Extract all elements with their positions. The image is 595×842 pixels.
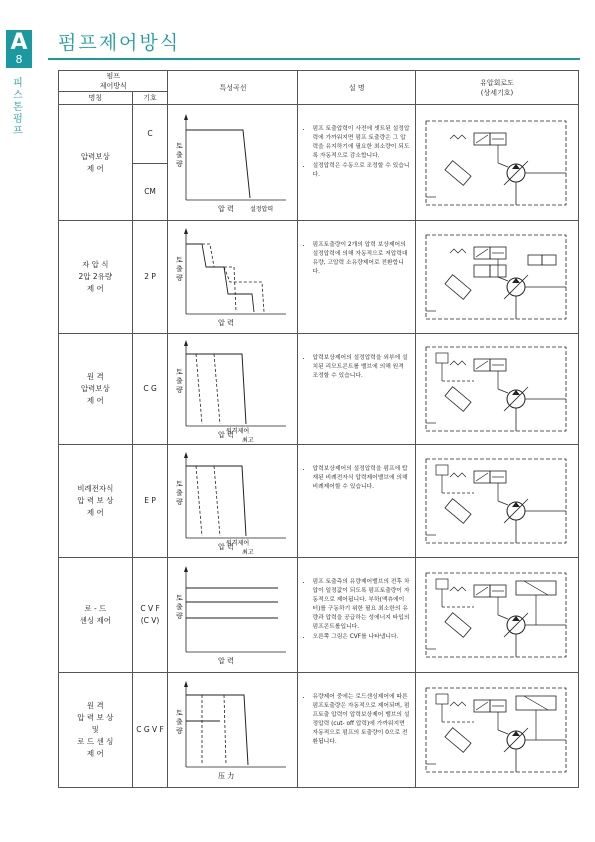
characteristic-curve [168,446,296,556]
control-name-text: 비례전자식 압 력 보 상 제 어 [77,484,114,517]
y-axis-label: 출 [176,718,184,726]
y-axis-label: 토 [176,141,184,150]
hydraulic-circuit [416,567,576,663]
y-axis-label: 출 [176,265,184,273]
cylinder-symbol [445,613,471,638]
valve-symbol [474,265,490,277]
y-axis-label: 량 [176,274,184,282]
y-axis-label: 출 [176,603,184,611]
circuit-cell [415,558,578,673]
description-item: • 펌프 토출압력이 사전에 셋트된 설정압력에 가까워지면 펌프 토출량은 그 압력을 유지하기에 필요한 최소량이 되도록 자동적으로 감소합니다. [312,125,411,161]
control-name-text: 원 격 압력보상 제 어 [80,372,110,405]
cylinder-symbol [445,160,471,185]
control-symbol [132,221,168,334]
hydraulic-circuit [416,453,576,549]
page-title: 펌프제어방식 [58,32,181,54]
hydraulic-circuit [416,115,576,211]
description-item: • 압력보상제어의 설정압력을 펌프에 탑재된 비례전자식 압력제어밸브에 의해 비례제어할 수 있습니다. [312,465,411,492]
control-name-text: 원 격 압 력 보 상 및 로 드 센 싱 제 어 [77,701,114,758]
description-item: • 오른쪽 그림은 CVF를 나타냅니다. [312,633,411,642]
control-symbol [132,673,168,788]
header-circuit: 유압회로도 (상세기호) [415,71,578,105]
characteristic-cell [168,334,298,445]
description-cell [298,673,416,788]
cylinder-symbol [445,499,471,524]
control-name [59,558,133,673]
description-cell [298,334,416,445]
control-symbol-text: C G [143,384,157,393]
x-axis-label: 압 력 [218,543,235,551]
curve-label: 최고 [242,437,255,444]
description-item: • 설정압력은 수동으로 조정할 수 있습니다. [312,162,411,180]
control-symbol-text: C V F (C V) [140,604,160,625]
control-name [59,334,133,445]
control-name-text: 압력보상 제 어 [80,151,110,173]
cylinder-symbol [445,387,471,412]
description-cell [298,221,416,334]
table-row [59,221,579,334]
characteristic-curve [168,334,296,444]
circuit-cell [415,673,578,788]
description-cell [298,558,416,673]
control-name-text: 자 압 식 2압 2유량 제 어 [78,260,113,293]
y-axis-label: 량 [176,498,184,506]
description-cell [298,105,416,221]
table-row [59,105,579,164]
y-axis-label: 토 [176,480,184,488]
control-name [59,221,133,334]
characteristic-curve [168,560,296,670]
control-symbol [132,105,168,164]
circuit-frame [426,121,566,205]
hydraulic-circuit [416,341,576,437]
circuit-cell [415,445,578,558]
y-axis-label: 출 [176,150,184,159]
y-axis-label: 량 [176,727,184,735]
y-axis-label: 토 [176,256,184,264]
section-letter: A [10,30,28,55]
cylinder-symbol [445,728,471,753]
y-axis-label: 토 [176,709,184,717]
header-characteristic: 특성곡선 [168,71,298,105]
characteristic-cell [168,105,298,221]
control-symbol [132,558,168,673]
control-symbol [132,445,168,558]
remote-valve-symbol [436,579,448,589]
description-cell [298,445,416,558]
characteristic-cell [168,673,298,788]
table-row [59,445,579,558]
description-item: • 압력보상제어의 설정압력을 외부에 설치된 리모트콘트롤 밸브에 의해 원격 조정할 수 있습니다. [312,354,411,381]
table-row [59,334,579,445]
description-item: • 펌프 토출측의 유량제어밸브의 전후 차압이 일정값이 되도록 펌프토출량이 자동적으로 제어됩니다. 부하(액츄에이터)를 구동하기 위한 필요 최소한의 유량과 압력을 공급하는 성에너지 타입의 펌프콘트롤입니다. [312,578,411,632]
characteristic-curve [168,222,296,332]
header-symbol: 기호 [132,92,168,105]
characteristic-curve [168,108,296,218]
y-axis-label: 출 [176,489,184,497]
table-row [59,558,579,673]
hydraulic-circuit [416,229,576,325]
circuit-cell [415,334,578,445]
characteristic-cell [168,445,298,558]
description-item: • 펌프토출량이 2개의 압력 보상제어의 설정압력에 의해 자동적으로 저압력대유량, 고압력 소유량제어로 전환합니다. [312,241,411,277]
y-axis-label: 량 [176,159,184,168]
curve-label: 최고 [242,549,255,556]
table-row [59,673,579,788]
cylinder-symbol [445,275,471,300]
hydraulic-circuit [416,682,576,778]
y-axis-label: 토 [176,368,184,376]
x-axis-label: 压 力 [218,772,235,780]
circuit-cell [415,221,578,334]
header-pump-control: 펌프 제어방식 [59,71,168,92]
x-axis-label: 압 력 [218,319,235,327]
control-symbol-text: CM [144,186,156,196]
circuit-frame [426,688,566,772]
circuit-frame [426,347,566,431]
control-name [59,673,133,788]
remote-valve-symbol [436,694,448,704]
y-axis-label: 량 [176,612,184,620]
remote-valve-symbol [436,353,448,363]
control-symbol [132,334,168,445]
control-name [59,105,133,221]
x-axis-label: 압 력 [218,431,235,439]
description-item: • 유량제어 중에는 로드센싱제어에 따른 펌프토출량은 자동적으로 제어되며, 펌프토출 압력이 압력보상제어 밸브의 설정압력 (cut- off 압력)에 가까워지면 자동적으로 펌프의 토출량이 0으로 전환됩니다. [312,693,411,747]
control-name [59,445,133,558]
remote-valve-symbol [436,465,448,475]
control-symbol [132,163,168,221]
curve-label: 설정압력 [250,205,274,213]
curve-label: 원격제어 [226,428,250,435]
y-axis-label: 토 [176,594,184,602]
header-description: 설 명 [298,71,416,105]
characteristic-cell [168,221,298,334]
characteristic-cell [168,558,298,673]
section-tab [6,30,32,68]
x-axis-label: 압 력 [218,204,235,213]
pump-control-table [58,70,579,788]
control-symbol-text: C G V F [136,725,164,734]
title-divider [48,58,580,60]
section-vertical-label: 피 스 톤 펌 프 [13,78,23,137]
y-axis-label: 출 [176,377,184,385]
circuit-frame [426,459,566,543]
section-number: 8 [15,53,23,66]
control-symbol-text: C [147,128,153,138]
control-symbol-text: E P [144,496,156,505]
control-name-text: 로 - 드 센싱 제어 [79,604,111,625]
header-name: 명칭 [59,92,133,105]
circuit-frame [426,573,566,657]
x-axis-label: 압 력 [218,657,235,665]
circuit-cell [415,105,578,221]
characteristic-curve [168,675,296,785]
y-axis-label: 량 [176,386,184,394]
curve-label: 원격제어 [226,540,250,547]
control-symbol-text: 2 P [144,272,156,281]
